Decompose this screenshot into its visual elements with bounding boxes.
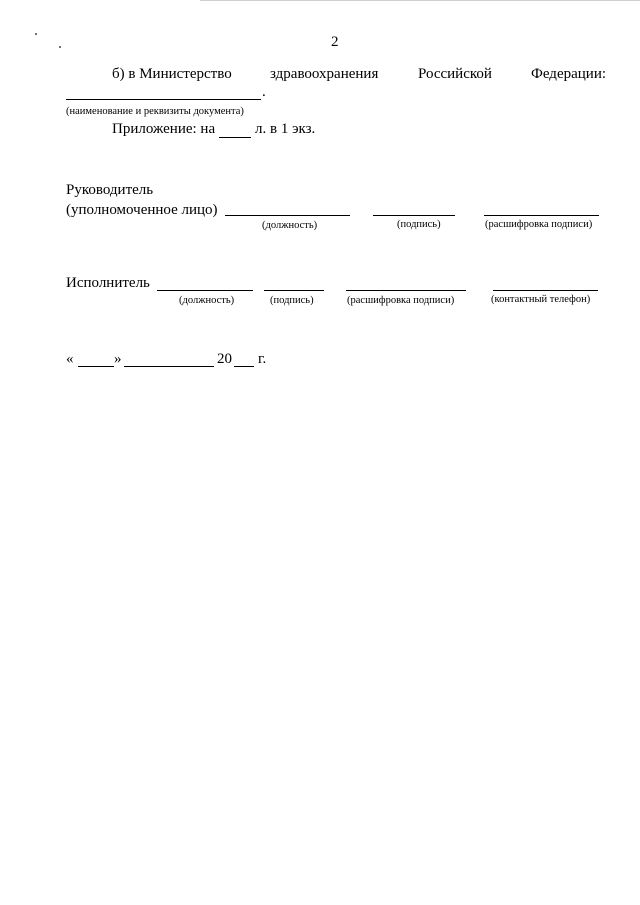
head-signature-caption: (подпись) bbox=[397, 219, 441, 230]
scan-speck-1 bbox=[35, 33, 37, 35]
document-name-blank bbox=[66, 99, 261, 100]
executor-position-blank bbox=[157, 290, 253, 291]
line-b-word-4: Федерации: bbox=[531, 66, 607, 82]
head-decoding-blank bbox=[484, 215, 599, 216]
document-name-caption: (наименование и реквизиты документа) bbox=[66, 106, 244, 117]
head-subtitle: (уполномоченное лицо) bbox=[66, 202, 218, 218]
date-year-suffix: г. bbox=[258, 351, 267, 367]
attachment-suffix: л. в 1 экз. bbox=[255, 121, 316, 137]
line-b-word-1: б) в Министерство bbox=[112, 66, 232, 82]
head-signature-blank bbox=[373, 215, 455, 216]
head-decoding-caption: (расшифровка подписи) bbox=[485, 219, 593, 230]
line-b-word-3: Российской bbox=[418, 66, 492, 82]
executor-signature-blank bbox=[264, 290, 324, 291]
line-b-word-2: здравоохранения bbox=[270, 66, 379, 82]
date-open-quote: « bbox=[66, 351, 74, 367]
executor-position-caption: (должность) bbox=[179, 295, 235, 306]
executor-title: Исполнитель bbox=[66, 275, 150, 291]
scan-top-edge bbox=[200, 0, 640, 1]
date-year-blank bbox=[234, 366, 254, 367]
head-position-caption: (должность) bbox=[262, 220, 318, 231]
date-day-blank bbox=[78, 366, 114, 367]
date-year-prefix: 20 bbox=[217, 351, 232, 367]
document-name-end-dot: . bbox=[262, 84, 266, 100]
head-position-blank bbox=[225, 215, 350, 216]
date-close-quote: » bbox=[114, 351, 122, 367]
executor-phone-blank bbox=[493, 290, 598, 291]
executor-decoding-blank bbox=[346, 290, 466, 291]
attachment-sheets-blank bbox=[219, 137, 251, 138]
executor-decoding-caption: (расшифровка подписи) bbox=[347, 295, 455, 306]
head-title: Руководитель bbox=[66, 182, 154, 198]
date-month-blank bbox=[124, 366, 214, 367]
executor-signature-caption: (подпись) bbox=[270, 295, 314, 306]
executor-phone-caption: (контактный телефон) bbox=[491, 294, 591, 305]
scan-speck-2 bbox=[59, 46, 61, 48]
attachment-prefix: Приложение: на bbox=[112, 121, 216, 137]
page-number: 2 bbox=[331, 34, 339, 50]
